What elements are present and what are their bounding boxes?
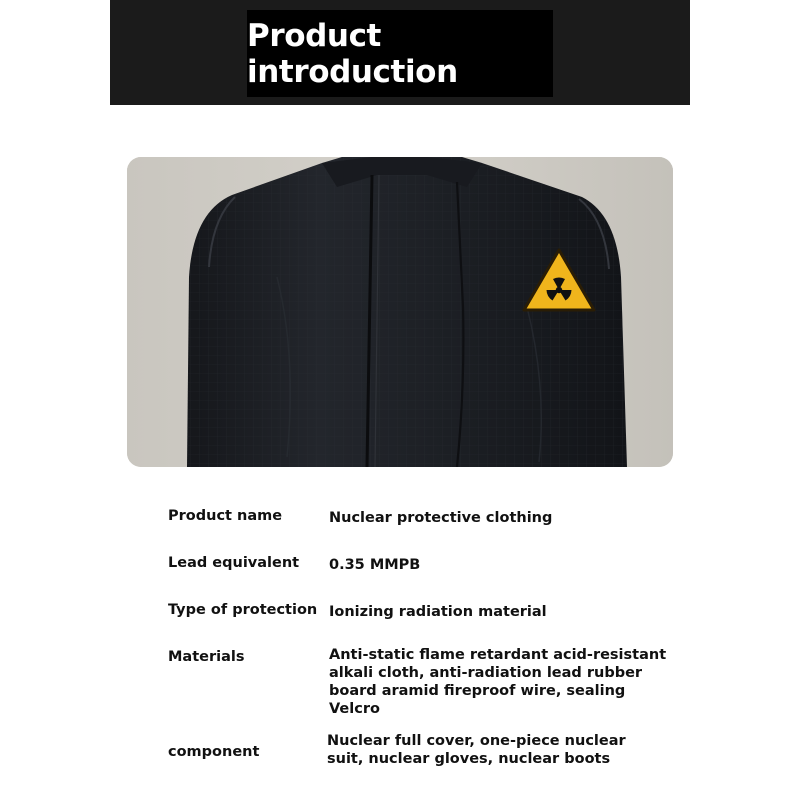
spec-value-component: Nuclear full cover, one-piece nuclear suit, nuclear gloves, nuclear boots	[327, 733, 626, 767]
spec-label-lead-equivalent: Lead equivalent	[168, 555, 300, 571]
spec-label-product-name: Product name	[168, 508, 283, 524]
spec-value-lead-equivalent: 0.35 MMPB	[329, 557, 421, 573]
page-title: Product introduction	[247, 10, 553, 97]
spec-label-type-of-protection: Type of protection	[168, 602, 318, 618]
spec-value-product-name: Nuclear protective clothing	[329, 510, 553, 526]
spec-label-materials: Materials	[168, 649, 245, 665]
spec-value-type-of-protection: Ionizing radiation material	[329, 604, 547, 620]
spec-value-materials: Anti-static flame retardant acid-resistant alkali cloth, anti-radiation lead rubber board aramid fireproof wire, sealing Velcro	[329, 647, 667, 717]
spec-label-component: component	[168, 744, 260, 760]
